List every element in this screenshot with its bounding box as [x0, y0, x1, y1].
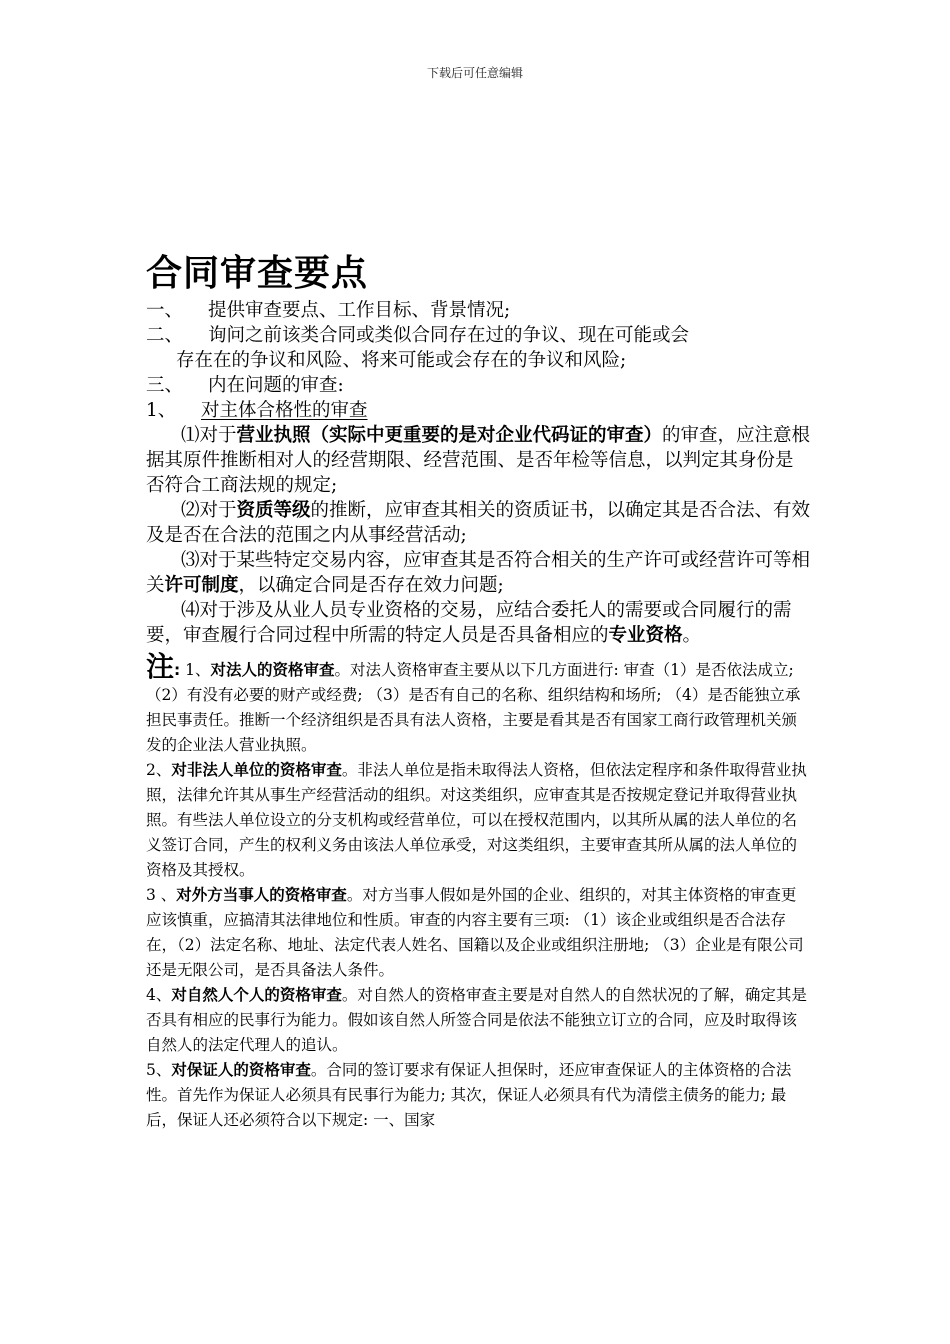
outline-number: 二、 — [146, 325, 184, 346]
note-text: 。合同的签订要求有保证人担保时，还应审查保证人的主体资格的合法性。首先作为保证人必须具有民事行为能力; 其次，保证人必须具有代为清偿主债务的能力; 最后，保证人还必须符合以下规定: 一、国家 — [146, 1061, 792, 1129]
note-text: 。对方当事人假如是外国的企业、组织的，对其主体资格的审查更应该慎重，应搞清其法律地位和性质。审查的内容主要有三项: （1）该企业或组织是否合法存在，（2）法定名称、地址、法定代表人姓名、国籍以及企业或组织注册地; （3）企业是有限公司还是无限公司，是否具备法人条件。 — [146, 886, 804, 979]
note-text: 。非法人单位是指未取得法人资格，但依法定程序和条件取得营业执照，法律允许其从事生产经营活动的组织。对这类组织，应审查其是否按规定登记并取得营业执照。有些法人单位设立的分支机构或经营单位，可以在授权范围内，以其所从属的法人单位的名义签订合同，产生的权利义务由该法人单位承受，对这类组织，主要审查其所从属的法人单位的资格及其授权。 — [146, 761, 807, 879]
outline-number: 三、 — [146, 375, 184, 396]
note-item-5 — [146, 1058, 811, 1133]
note-item-2 — [146, 758, 811, 883]
note-heading: 对法人的资格审查 — [210, 661, 335, 679]
paragraph-qualification — [146, 498, 811, 548]
emphasis-text: 营业执照（实际中更重要的是对企业代码证的审查） — [236, 425, 663, 446]
note-heading: 对外方当事人的资格审查 — [176, 886, 347, 904]
outline-list — [146, 298, 811, 398]
document-title: 合同审查要点 — [146, 253, 369, 294]
note-heading: 对非法人单位的资格审查 — [171, 761, 342, 779]
paragraph-text: ，以确定合同是否存在效力问题; — [238, 575, 504, 596]
emphasis-text: 资质等级 — [236, 500, 311, 521]
note-text: 。对法人资格审查主要从以下几方面进行: 审查（1）是否依法成立; （2）有没有必要的财产或经费; （3）是否有自己的名称、组织结构和场所; （4）是否能独立承担民事责任。推断一个经济组织是否具有法人资格，主要是看其是否有国家工商行政管理机关颁发的企业法人营业执照。 — [146, 661, 801, 754]
subsection-heading — [146, 398, 811, 423]
notes-label: 注 — [146, 650, 175, 683]
emphasis-text: 专业资格 — [608, 625, 683, 646]
note-text: 4、 — [146, 986, 172, 1004]
note-text: 2、 — [146, 761, 172, 779]
note-item-4 — [146, 983, 811, 1058]
outline-item-2-continuation: 存在在的争议和风险、将来可能或会存在的争议和风险; — [176, 350, 627, 371]
page-header-note: 下载后可任意编辑 — [426, 66, 523, 80]
note-heading: 对自然人个人的资格审查 — [171, 986, 342, 1004]
paragraph-text: ⑷对于涉及从业人员专业资格的交易，应结合委托人的需要或合同履行的需要，审查履行合同过程中所需的特定人员是否具备相应的 — [146, 600, 792, 646]
outline-item-2 — [146, 323, 811, 348]
paragraph-professional-qualification — [146, 598, 811, 648]
note-item-3 — [146, 883, 811, 983]
outline-text: 内在问题的审查: — [208, 375, 344, 396]
paragraph-business-license — [146, 423, 811, 498]
notes-section — [146, 650, 811, 1133]
document-body — [146, 252, 811, 1133]
note-text: 3 、 — [146, 886, 177, 904]
subsection-title: 对主体合格性的审查 — [201, 400, 368, 421]
paragraph-license-system — [146, 548, 811, 598]
paragraph-text: 的审查，应注意根据其原件推断相对人的经营期限、经营范围、是否年检等信息，以判定其身份是否符合工商法规的规定; — [146, 425, 811, 496]
note-text: 1、 — [180, 661, 211, 679]
outline-text: 提供审查要点、工作目标、背景情况; — [208, 300, 511, 321]
emphasis-text: 许可制度 — [164, 575, 239, 596]
note-heading: 对保证人的资格审查 — [171, 1061, 311, 1079]
note-item-1 — [146, 650, 811, 758]
paragraph-text: 。 — [682, 625, 702, 646]
notes-colon: : — [174, 661, 181, 679]
paragraph-text: ⑴对于 — [181, 425, 237, 446]
paragraph-text: ⑶对于某些特定交易内容，应审查其是否符合相关的生产许可或经营许可等相关 — [146, 550, 811, 596]
paragraph-text: 的推断，应审查其相关的资质证书，以确定其是否合法、有效及是否在合法的范围之内从事经营活动; — [146, 500, 811, 546]
outline-text: 询问之前该类合同或类似合同存在过的争议、现在可能或会 — [208, 325, 690, 346]
outline-item-3 — [146, 373, 811, 398]
note-text: 5、 — [146, 1061, 172, 1079]
paragraph-text: ⑵对于 — [181, 500, 237, 521]
subsection-number: 1、 — [146, 400, 177, 421]
outline-item-1 — [146, 298, 811, 323]
outline-number: 一、 — [146, 300, 184, 321]
note-text: 。对自然人的资格审查主要是对自然人的自然状况的了解，确定其是否具有相应的民事行为能力。假如该自然人所签合同是依法不能独立订立的合同，应及时取得该自然人的法定代理人的追认。 — [146, 986, 807, 1054]
